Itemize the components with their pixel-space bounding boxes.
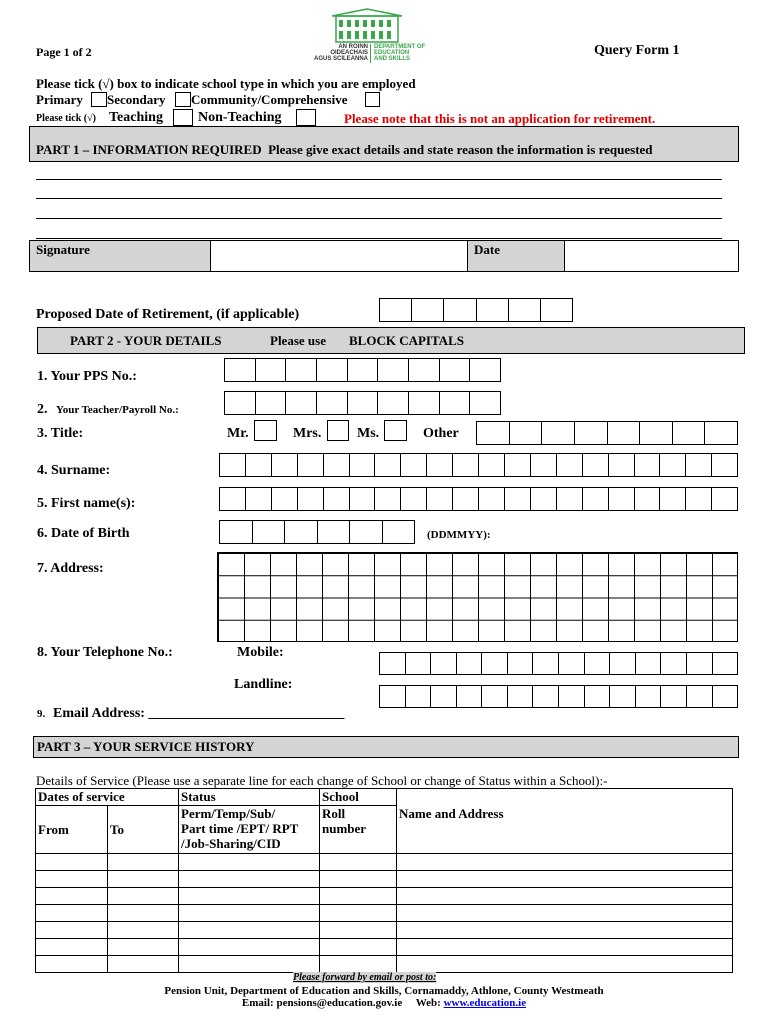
dob-input[interactable] (219, 520, 415, 544)
landline-input[interactable] (379, 685, 738, 708)
part1-subheading: Please give exact details and state reason the information is requested (268, 142, 653, 157)
name-address-header: Name and Address (397, 806, 733, 854)
info-line-3[interactable] (36, 218, 722, 219)
address-input[interactable] (217, 552, 738, 642)
service-details-instruction: Details of Service (Please use a separate line for each change of School or change of Status within a School):- (36, 773, 608, 788)
table-row[interactable] (36, 939, 733, 956)
department-logo (312, 8, 444, 64)
service-history-table (35, 788, 733, 973)
part2-heading-bar (37, 327, 745, 354)
retirement-date-label: Proposed Date of Retirement, (if applicable) (36, 307, 300, 322)
payroll-input[interactable] (224, 391, 501, 415)
signature-label-cell (30, 241, 211, 271)
tick-label: Please tick (√) (36, 113, 96, 124)
part1-heading-bar (29, 126, 739, 162)
status-description: Perm/Temp/Sub/ Part time /EPT/ RPT /Job-Sharing/CID (179, 806, 320, 854)
logo-english-1: DEPARTMENT OF (374, 44, 426, 50)
footer-contact (0, 997, 768, 1009)
date-field[interactable] (565, 241, 738, 271)
footer-address: Pension Unit, Department of Education and Skills, Cornamaddy, Athlone, County Westmeath (164, 985, 604, 997)
community-checkbox[interactable] (365, 92, 380, 107)
option-primary-label: Primary (36, 92, 83, 107)
first-names-input[interactable] (219, 487, 738, 511)
email-label[interactable]: Email Address: ____________________________ (53, 706, 345, 721)
table-row[interactable] (36, 905, 733, 922)
form-title: Query Form 1 (594, 43, 680, 58)
payroll-number: 2. (37, 402, 48, 417)
roll-number-header: Roll number (320, 806, 397, 854)
logo-irish-1: AN ROINN (338, 44, 368, 50)
teaching-checkbox[interactable] (173, 109, 193, 126)
retirement-notice: Please note that this is not an application for retirement. (344, 111, 656, 126)
from-header: From (36, 806, 108, 854)
other-label: Other (423, 426, 459, 441)
logo-irish-3: AGUS SCILEANNA (313, 56, 368, 62)
info-line-1[interactable] (36, 179, 722, 180)
part3-heading-bar (33, 736, 739, 758)
other-title-input[interactable] (476, 421, 738, 445)
landline-label: Landline: (234, 677, 293, 692)
signature-row (29, 240, 739, 272)
secondary-checkbox[interactable] (175, 92, 191, 107)
footer-web-link[interactable]: www.education.ie (443, 997, 527, 1009)
pps-label: 1. Your PPS No.: (37, 369, 137, 384)
signature-label: Signature (36, 242, 90, 257)
first-names-label: 5. First name(s): (37, 496, 136, 511)
part3-heading: PART 3 – YOUR SERVICE HISTORY (37, 739, 255, 754)
non-teaching-label: Non-Teaching (198, 110, 282, 125)
info-line-4[interactable] (36, 238, 722, 239)
footer-forward: Please forward by email or post to: (293, 972, 437, 983)
table-row[interactable] (36, 888, 733, 905)
retirement-date-input[interactable] (379, 298, 573, 322)
telephone-label: 8. Your Telephone No.: (37, 645, 173, 660)
primary-checkbox[interactable] (91, 92, 107, 107)
mobile-label: Mobile: (237, 645, 284, 660)
email-number: 9. (37, 708, 46, 720)
logo-english-2: EDUCATION (374, 50, 410, 56)
date-label-cell (468, 241, 565, 271)
option-community-label: Community/Comprehensive (191, 92, 348, 107)
dob-label: 6. Date of Birth (37, 526, 130, 541)
mr-label: Mr. (227, 426, 249, 441)
teaching-label: Teaching (109, 110, 163, 125)
surname-input[interactable] (219, 453, 738, 477)
dates-of-service-header: Dates of service (36, 789, 179, 806)
date-label: Date (474, 242, 500, 257)
school-header: School (320, 789, 397, 806)
ms-checkbox[interactable] (384, 420, 407, 441)
status-header: Status (179, 789, 320, 806)
payroll-label: Your Teacher/Payroll No.: (56, 404, 179, 416)
table-row[interactable] (36, 871, 733, 888)
info-line-2[interactable] (36, 198, 722, 199)
signature-field[interactable] (211, 241, 468, 271)
title-label: 3. Title: (37, 426, 84, 441)
part2-heading: PART 2 - YOUR DETAILS (70, 333, 222, 348)
non-teaching-checkbox[interactable] (296, 109, 316, 126)
option-secondary-label: Secondary (107, 92, 166, 107)
mr-checkbox[interactable] (254, 420, 277, 441)
part2-block-caps: BLOCK CAPITALS (349, 333, 464, 348)
school-type-instruction: Please tick (√) box to indicate school type in which you are employed (36, 76, 416, 91)
surname-label: 4. Surname: (37, 463, 111, 478)
table-row[interactable] (36, 956, 733, 973)
to-header: To (108, 806, 179, 854)
logo-english-3: AND SKILLS (374, 56, 410, 62)
ms-label: Ms. (357, 426, 380, 441)
address-label: 7. Address: (37, 561, 104, 576)
pps-input[interactable] (224, 358, 501, 382)
building-icon (312, 8, 444, 46)
footer-email: Email: pensions@education.gov.ie (241, 997, 403, 1009)
table-row[interactable] (36, 922, 733, 939)
table-row[interactable] (36, 854, 733, 871)
mobile-input[interactable] (379, 652, 738, 675)
page-number: Page 1 of 2 (36, 45, 92, 59)
dob-format: (DDMMYY): (427, 529, 491, 541)
footer-web-label: Web: (415, 997, 441, 1009)
mrs-checkbox[interactable] (327, 420, 349, 441)
logo-irish-2: OIDEACHAIS (330, 50, 368, 56)
part2-please-use: Please use (270, 333, 326, 348)
mrs-label: Mrs. (293, 426, 322, 441)
part1-heading: PART 1 – INFORMATION REQUIRED (36, 142, 262, 157)
